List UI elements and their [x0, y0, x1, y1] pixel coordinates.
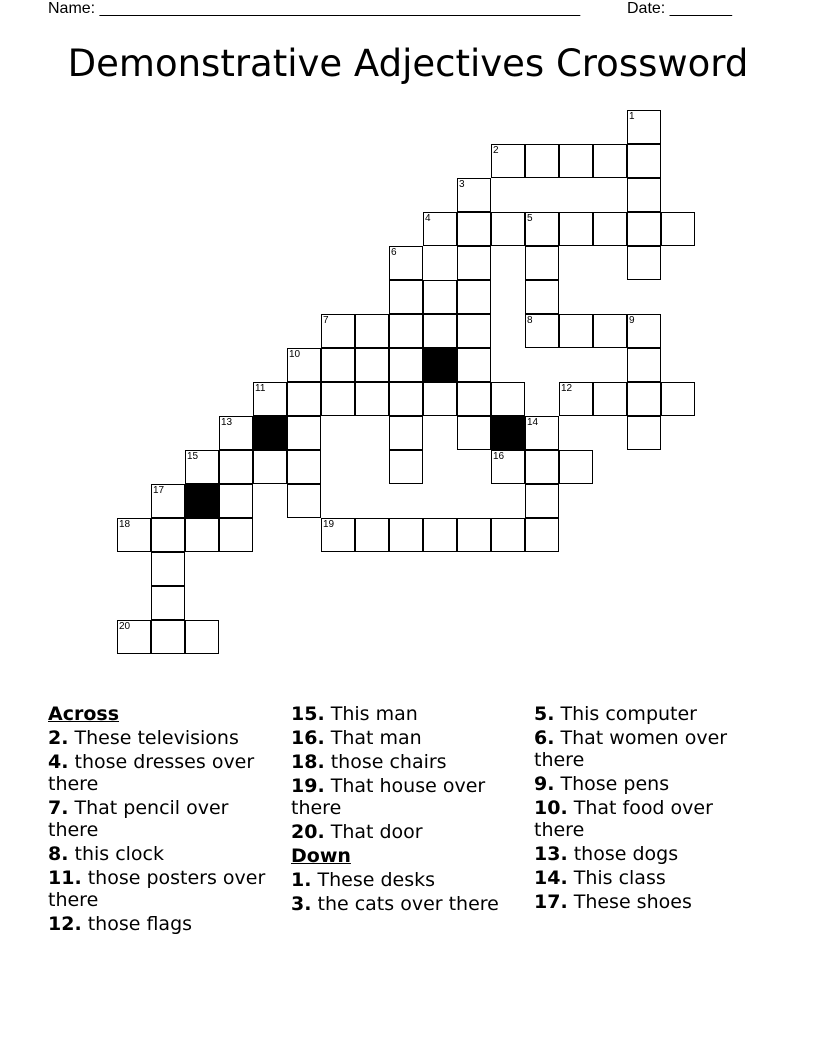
- grid-cell[interactable]: [321, 348, 355, 382]
- grid-cell[interactable]: [457, 280, 491, 314]
- grid-cell[interactable]: [117, 620, 151, 654]
- grid-cell[interactable]: [559, 144, 593, 178]
- clue-item-text: That pencil over there: [48, 797, 229, 841]
- grid-cell[interactable]: [593, 212, 627, 246]
- name-line: Name: ______________________________________________________: [48, 0, 581, 17]
- grid-cell[interactable]: [287, 484, 321, 518]
- grid-cell[interactable]: [287, 416, 321, 450]
- grid-cell[interactable]: [525, 484, 559, 518]
- grid-block-cell: [253, 416, 287, 450]
- grid-cell[interactable]: [355, 518, 389, 552]
- grid-cell[interactable]: [627, 110, 661, 144]
- grid-cell[interactable]: [151, 484, 185, 518]
- grid-cell[interactable]: [491, 212, 525, 246]
- clue-item-text: This man: [330, 703, 418, 725]
- clue-item: [534, 891, 764, 913]
- clue-item-number: 1.: [291, 869, 312, 891]
- clue-item-text: the cats over there: [317, 893, 499, 915]
- grid-cell[interactable]: [287, 450, 321, 484]
- grid-cell[interactable]: [389, 518, 423, 552]
- clue-item-number: 20.: [291, 821, 325, 843]
- grid-cell[interactable]: [491, 144, 525, 178]
- clues-column-2: [291, 703, 521, 917]
- clue-item: [48, 751, 278, 795]
- clue-number: 14: [527, 417, 539, 428]
- grid-cell[interactable]: [253, 450, 287, 484]
- clue-item-number: 12.: [48, 913, 82, 935]
- grid-cell[interactable]: [355, 348, 389, 382]
- grid-block-cell: [423, 348, 457, 382]
- clue-item: [48, 797, 278, 841]
- clue-item-text: those dresses over there: [48, 751, 255, 795]
- clue-item: [291, 869, 521, 891]
- grid-cell[interactable]: [627, 348, 661, 382]
- clue-item: [291, 821, 521, 843]
- clue-item-text: That man: [330, 727, 422, 749]
- clue-number: 10: [289, 349, 301, 360]
- clue-number: 9: [629, 315, 635, 326]
- clue-item-text: That food over there: [534, 797, 713, 841]
- clue-item-text: This computer: [560, 703, 697, 725]
- clue-number: 3: [459, 179, 465, 190]
- grid-cell[interactable]: [423, 212, 457, 246]
- clue-item-text: those posters over there: [48, 867, 266, 911]
- clue-item-number: 15.: [291, 703, 325, 725]
- grid-cell[interactable]: [525, 246, 559, 280]
- clue-item-text: those chairs: [330, 751, 447, 773]
- grid-cell[interactable]: [423, 382, 457, 416]
- clue-item-text: That house over there: [291, 775, 486, 819]
- grid-cell[interactable]: [457, 212, 491, 246]
- clue-item-number: 19.: [291, 775, 325, 797]
- grid-cell[interactable]: [423, 314, 457, 348]
- clue-item-number: 9.: [534, 773, 555, 795]
- clue-number: 15: [187, 451, 199, 462]
- grid-cell[interactable]: [185, 620, 219, 654]
- clue-item: [48, 867, 278, 911]
- grid-cell[interactable]: [389, 280, 423, 314]
- grid-cell[interactable]: [389, 246, 423, 280]
- grid-cell[interactable]: [389, 416, 423, 450]
- clue-item-number: 2.: [48, 727, 69, 749]
- clue-number: 12: [561, 383, 573, 394]
- grid-cell[interactable]: [525, 450, 559, 484]
- clue-item-text: These televisions: [74, 727, 239, 749]
- clue-item-text: those flags: [87, 913, 193, 935]
- grid-cell[interactable]: [253, 382, 287, 416]
- grid-cell[interactable]: [355, 314, 389, 348]
- grid-cell[interactable]: [321, 314, 355, 348]
- grid-cell[interactable]: [627, 382, 661, 416]
- grid-cell[interactable]: [491, 518, 525, 552]
- grid-cell[interactable]: [457, 348, 491, 382]
- clue-item: [534, 843, 764, 865]
- grid-cell[interactable]: [219, 518, 253, 552]
- clue-section-title: Across: [48, 703, 120, 725]
- grid-cell[interactable]: [525, 518, 559, 552]
- grid-cell[interactable]: [389, 314, 423, 348]
- clues-column-3: [534, 703, 764, 915]
- clue-item-number: 5.: [534, 703, 555, 725]
- grid-cell[interactable]: [491, 382, 525, 416]
- grid-cell[interactable]: [627, 144, 661, 178]
- grid-cell[interactable]: [627, 178, 661, 212]
- grid-cell[interactable]: [593, 144, 627, 178]
- grid-cell[interactable]: [321, 518, 355, 552]
- clue-number: 17: [153, 485, 165, 496]
- clue-item: [534, 703, 764, 725]
- grid-cell[interactable]: [525, 416, 559, 450]
- date-line: Date: _______: [627, 0, 732, 17]
- grid-cell[interactable]: [423, 518, 457, 552]
- grid-cell[interactable]: [287, 382, 321, 416]
- grid-cell[interactable]: [559, 450, 593, 484]
- clue-item-number: 14.: [534, 867, 568, 889]
- grid-cell[interactable]: [627, 246, 661, 280]
- grid-cell[interactable]: [559, 382, 593, 416]
- clue-item: [291, 727, 521, 749]
- grid-cell[interactable]: [321, 382, 355, 416]
- grid-cell[interactable]: [525, 144, 559, 178]
- grid-cell[interactable]: [457, 416, 491, 450]
- grid-cell[interactable]: [661, 382, 695, 416]
- grid-cell[interactable]: [457, 518, 491, 552]
- clue-item-text: That door: [330, 821, 423, 843]
- clue-number: 18: [119, 519, 131, 530]
- grid-cell[interactable]: [593, 314, 627, 348]
- page-title: Demonstrative Adjectives Crossword: [67, 42, 749, 85]
- clue-item-number: 3.: [291, 893, 312, 915]
- clue-item: [291, 893, 521, 915]
- clue-item-number: 7.: [48, 797, 69, 819]
- clue-item-text: These shoes: [573, 891, 692, 913]
- grid-cell[interactable]: [457, 178, 491, 212]
- grid-cell[interactable]: [287, 348, 321, 382]
- clue-number: 8: [527, 315, 533, 326]
- grid-cell[interactable]: [219, 484, 253, 518]
- clue-number: 5: [527, 213, 533, 224]
- clue-item-number: 4.: [48, 751, 69, 773]
- grid-cell[interactable]: [559, 314, 593, 348]
- grid-cell[interactable]: [661, 212, 695, 246]
- grid-cell[interactable]: [593, 382, 627, 416]
- clue-number: 11: [255, 383, 266, 394]
- clue-number: 7: [323, 315, 329, 326]
- grid-cell[interactable]: [389, 450, 423, 484]
- grid-cell[interactable]: [117, 518, 151, 552]
- clue-item-number: 18.: [291, 751, 325, 773]
- grid-cell[interactable]: [457, 382, 491, 416]
- grid-cell[interactable]: [559, 212, 593, 246]
- grid-cell[interactable]: [457, 314, 491, 348]
- grid-block-cell: [491, 416, 525, 450]
- clue-section-title: Down: [291, 845, 351, 867]
- clue-item: [534, 867, 764, 889]
- clue-item: [534, 773, 764, 795]
- clue-number: 1: [629, 111, 635, 122]
- clue-number: 13: [221, 417, 233, 428]
- clue-item-number: 6.: [534, 727, 555, 749]
- grid-cell[interactable]: [185, 518, 219, 552]
- clue-item: [291, 775, 521, 819]
- grid-cell[interactable]: [355, 382, 389, 416]
- grid-cell[interactable]: [219, 450, 253, 484]
- grid-block-cell: [185, 484, 219, 518]
- grid-cell[interactable]: [389, 348, 423, 382]
- clue-item-text: those dogs: [573, 843, 679, 865]
- clue-number: 6: [391, 247, 397, 258]
- grid-cell[interactable]: [525, 280, 559, 314]
- grid-cell[interactable]: [185, 450, 219, 484]
- clue-number: 2: [493, 145, 499, 156]
- clue-number: 19: [323, 519, 335, 530]
- clue-number: 4: [425, 213, 431, 224]
- grid-cell[interactable]: [627, 416, 661, 450]
- clue-item-text: That women over there: [534, 727, 728, 771]
- grid-cell[interactable]: [423, 280, 457, 314]
- clue-number: 16: [493, 451, 505, 462]
- clue-item: [291, 751, 521, 773]
- clue-item-text: This class: [573, 867, 666, 889]
- clue-item: [534, 727, 764, 771]
- clue-item-number: 17.: [534, 891, 568, 913]
- grid-cell[interactable]: [151, 552, 185, 586]
- grid-cell[interactable]: [627, 212, 661, 246]
- grid-cell[interactable]: [525, 314, 559, 348]
- grid-cell[interactable]: [457, 246, 491, 280]
- grid-cell[interactable]: [627, 314, 661, 348]
- clue-item: [291, 703, 521, 725]
- clue-item-number: 10.: [534, 797, 568, 819]
- clue-item-text: this clock: [74, 843, 165, 865]
- clue-item-number: 16.: [291, 727, 325, 749]
- clue-number: 20: [119, 621, 131, 632]
- grid-cell[interactable]: [491, 450, 525, 484]
- clue-item-text: These desks: [317, 869, 436, 891]
- grid-cell[interactable]: [525, 212, 559, 246]
- grid-cell[interactable]: [151, 518, 185, 552]
- clue-item-number: 11.: [48, 867, 82, 889]
- clues-column-1: [48, 703, 278, 937]
- clue-item-number: 13.: [534, 843, 568, 865]
- clue-item: [48, 843, 278, 865]
- grid-cell[interactable]: [151, 586, 185, 620]
- clue-item-number: 8.: [48, 843, 69, 865]
- clue-item: [48, 727, 278, 749]
- grid-cell[interactable]: [219, 416, 253, 450]
- grid-cell[interactable]: [389, 382, 423, 416]
- clue-item-text: Those pens: [560, 773, 670, 795]
- grid-cell[interactable]: [151, 620, 185, 654]
- clue-item: [534, 797, 764, 841]
- clue-item: [48, 913, 278, 935]
